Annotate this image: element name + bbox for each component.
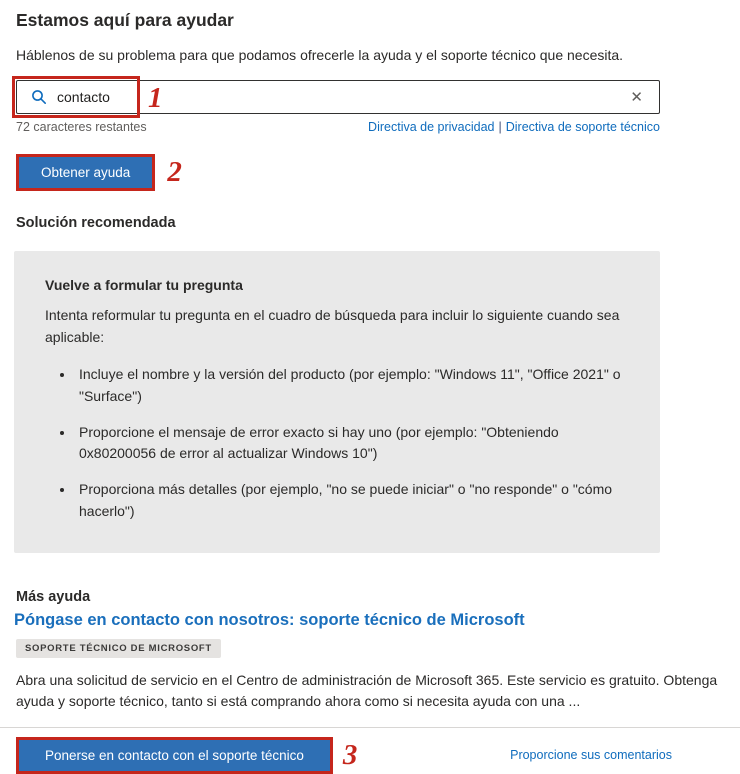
annotation-box-2 bbox=[16, 154, 155, 191]
annotation-number-2: 2 bbox=[167, 156, 182, 188]
search-meta-row bbox=[16, 120, 660, 134]
annotation-number-3: 3 bbox=[342, 738, 358, 771]
page-title: Estamos aquí para ayudar bbox=[16, 10, 234, 30]
source-badge: SOPORTE TÉCNICO DE MICROSOFT bbox=[16, 639, 221, 658]
contact-support-button[interactable]: Ponerse en contacto con el soporte técnico bbox=[19, 740, 330, 771]
card-intro: Intenta reformular tu pregunta en el cuadro de búsqueda para incluir lo siguiente cuando sea aplicable: bbox=[45, 307, 620, 345]
footer-bar bbox=[0, 727, 740, 774]
list-item: • Proporcione el mensaje de error exacto si hay uno (por ejemplo: "Obteniendo 0x80200056 de error al actualizar Windows 10") bbox=[75, 422, 630, 465]
recommended-solution-card bbox=[14, 251, 660, 553]
get-help-row bbox=[16, 154, 724, 191]
feedback-link[interactable]: Proporcione sus comentarios bbox=[510, 748, 672, 762]
contact-support-result-link[interactable]: Póngase en contacto con nosotros: soporte técnico de Microsoft bbox=[14, 610, 525, 629]
recommended-solution-heading: Solución recomendada bbox=[16, 215, 176, 231]
annotation-number-1: 1 bbox=[148, 82, 163, 114]
annotation-box-3 bbox=[16, 737, 333, 774]
link-separator: | bbox=[498, 120, 502, 134]
card-title: Vuelve a formular tu pregunta bbox=[45, 277, 243, 293]
search-area bbox=[16, 80, 660, 114]
search-box[interactable] bbox=[16, 80, 660, 114]
footer-contact-row bbox=[16, 737, 357, 774]
page-subtitle: Háblenos de su problema para que podamos ofrecerle la ayuda y el soporte técnico que necesita. bbox=[16, 47, 624, 63]
list-item: • Incluye el nombre y la versión del producto (por ejemplo: "Windows 11", "Office 2021" o "Surface") bbox=[75, 364, 630, 407]
result-description: Abra una solicitud de servicio en el Centro de administración de Microsoft 365. Este servicio es gratuito. Obtenga ayuda y soporte técnico, tanto si está comprando ahora como si necesita ayuda con una ... bbox=[16, 671, 718, 709]
policy-links bbox=[368, 120, 660, 134]
support-policy-link[interactable]: Directiva de soporte técnico bbox=[505, 120, 660, 134]
privacy-policy-link[interactable]: Directiva de privacidad bbox=[368, 120, 495, 134]
search-input[interactable] bbox=[57, 89, 624, 105]
get-help-button[interactable]: Obtener ayuda bbox=[19, 157, 152, 188]
characters-remaining: 72 caracteres restantes bbox=[16, 120, 147, 134]
clear-search-icon[interactable]: ✕ bbox=[624, 88, 649, 107]
suggestion-list bbox=[45, 364, 630, 522]
list-item: • Proporciona más detalles (por ejemplo, "no se puede iniciar" o "no responde" o "cómo hacerlo") bbox=[75, 479, 630, 522]
more-help-heading: Más ayuda bbox=[16, 588, 91, 605]
search-icon bbox=[31, 89, 47, 105]
